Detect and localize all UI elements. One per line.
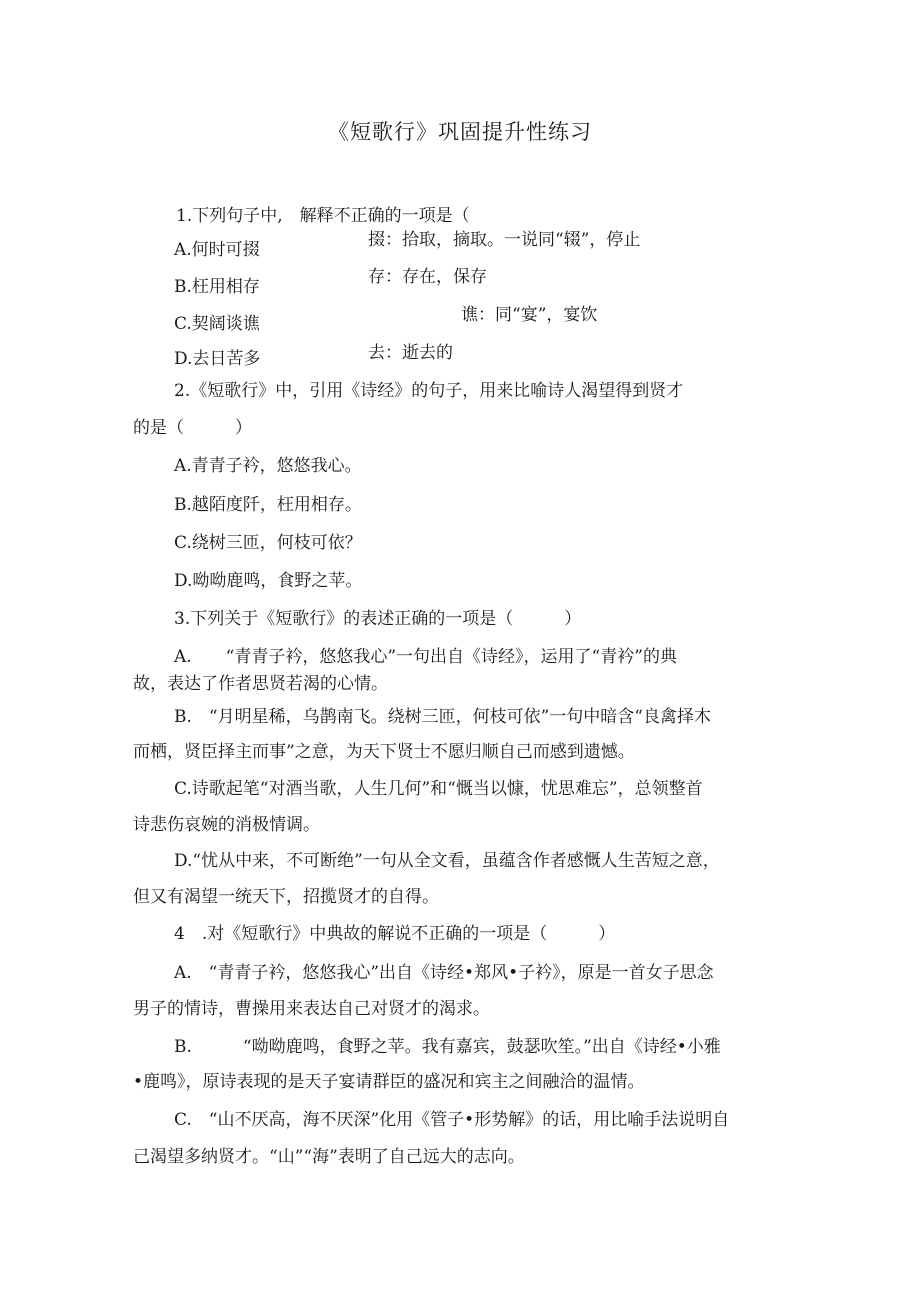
q2-option-d: D.呦呦鹿鸣，食野之苹。 <box>174 571 363 591</box>
q4-option-c-line2: 己渴望多纳贤才。“山”“海”表明了自己远大的志向。 <box>133 1147 525 1167</box>
q2-option-a: A.青青子衿，悠悠我心。 <box>174 456 362 476</box>
q2-stem-line2: 的是（ ） <box>133 418 252 438</box>
q4-option-a-line2: 男子的情诗，曹操用来表达自己对贤才的渴求。 <box>133 999 490 1019</box>
q3-option-b-line2: 而栖，贤臣择主而事”之意，为天下贤士不愿归顺自己而感到遗憾。 <box>133 742 635 762</box>
q4-option-a-line1: A. “青青子衿，悠悠我心”出自《诗经•郑风•子衿》，原是一首女子思念 <box>174 963 714 983</box>
q2-stem-line1: 2.《短歌行》中，引用《诗经》的句子，用来比喻诗人渴望得到贤才 <box>174 381 684 401</box>
q1-option-c: C.契阔谈谯 <box>174 314 260 334</box>
q1-gloss-c: 谯：同“宴”，宴饮 <box>461 305 598 325</box>
q3-option-b-line1: B. “月明星稀，乌鹊南飞。绕树三匝，何枝可依”一句中暗含“良禽择木 <box>174 707 711 727</box>
q3-option-c-line2: 诗悲伤哀婉的消极情调。 <box>133 815 320 835</box>
q3-option-d-line2: 但又有渴望一统天下，招揽贤才的自得。 <box>133 887 439 907</box>
page-title: 《短歌行》巩固提升性练习 <box>328 120 592 144</box>
q3-option-c-line1: C.诗歌起笔“对酒当歌，人生几何”和“慨当以慷，忧思难忘”，总领整首 <box>174 779 703 799</box>
q2-option-b: B.越陌度阡，枉用相存。 <box>174 495 362 515</box>
q2-option-c: C.绕树三匝，何枝可依？ <box>174 533 362 553</box>
q1-gloss-d: 去：逝去的 <box>368 343 453 363</box>
q3-option-a-line2: 故，表达了作者思贤若渴的心情。 <box>133 674 388 694</box>
q3-option-a-line1: A. “青青子衿，悠悠我心”一句出自《诗经》，运用了“青衿”的典 <box>174 647 677 667</box>
q1-option-a: A.何时可掇 <box>174 240 260 260</box>
q1-gloss-a: 掇：拾取，摘取。一说同“辍”，停止 <box>368 230 641 250</box>
q3-option-d-line1: D.“忧从中来，不可断绝”一句从全文看，虽蕴含作者感慨人生苦短之意， <box>174 851 720 871</box>
q4-option-c-line1: C. “山不厌高，海不厌深”化用《管子•形势解》的话，用比喻手法说明自 <box>174 1110 730 1130</box>
q4-option-b-line1: B. “呦呦鹿鸣，食野之苹。我有嘉宾，鼓瑟吹笙。”出自《诗经•小雅 <box>174 1037 721 1057</box>
q1-gloss-b: 存：存在，保存 <box>368 267 487 287</box>
q1-stem: 1.下列句子中, 解释不正确的一项是（ <box>176 206 470 226</box>
q1-option-b: B.枉用相存 <box>174 277 260 297</box>
q4-stem: 4 .对《短歌行》中典故的解说不正确的一项是（ ） <box>174 924 616 944</box>
q4-option-b-line2: •鹿鸣》，原诗表现的是天子宴请群臣的盛况和宾主之间融洽的温情。 <box>133 1072 645 1092</box>
q3-stem: 3.下列关于《短歌行》的表述正确的一项是（ ） <box>174 609 582 629</box>
q1-option-d: D.去日苦多 <box>174 349 261 369</box>
